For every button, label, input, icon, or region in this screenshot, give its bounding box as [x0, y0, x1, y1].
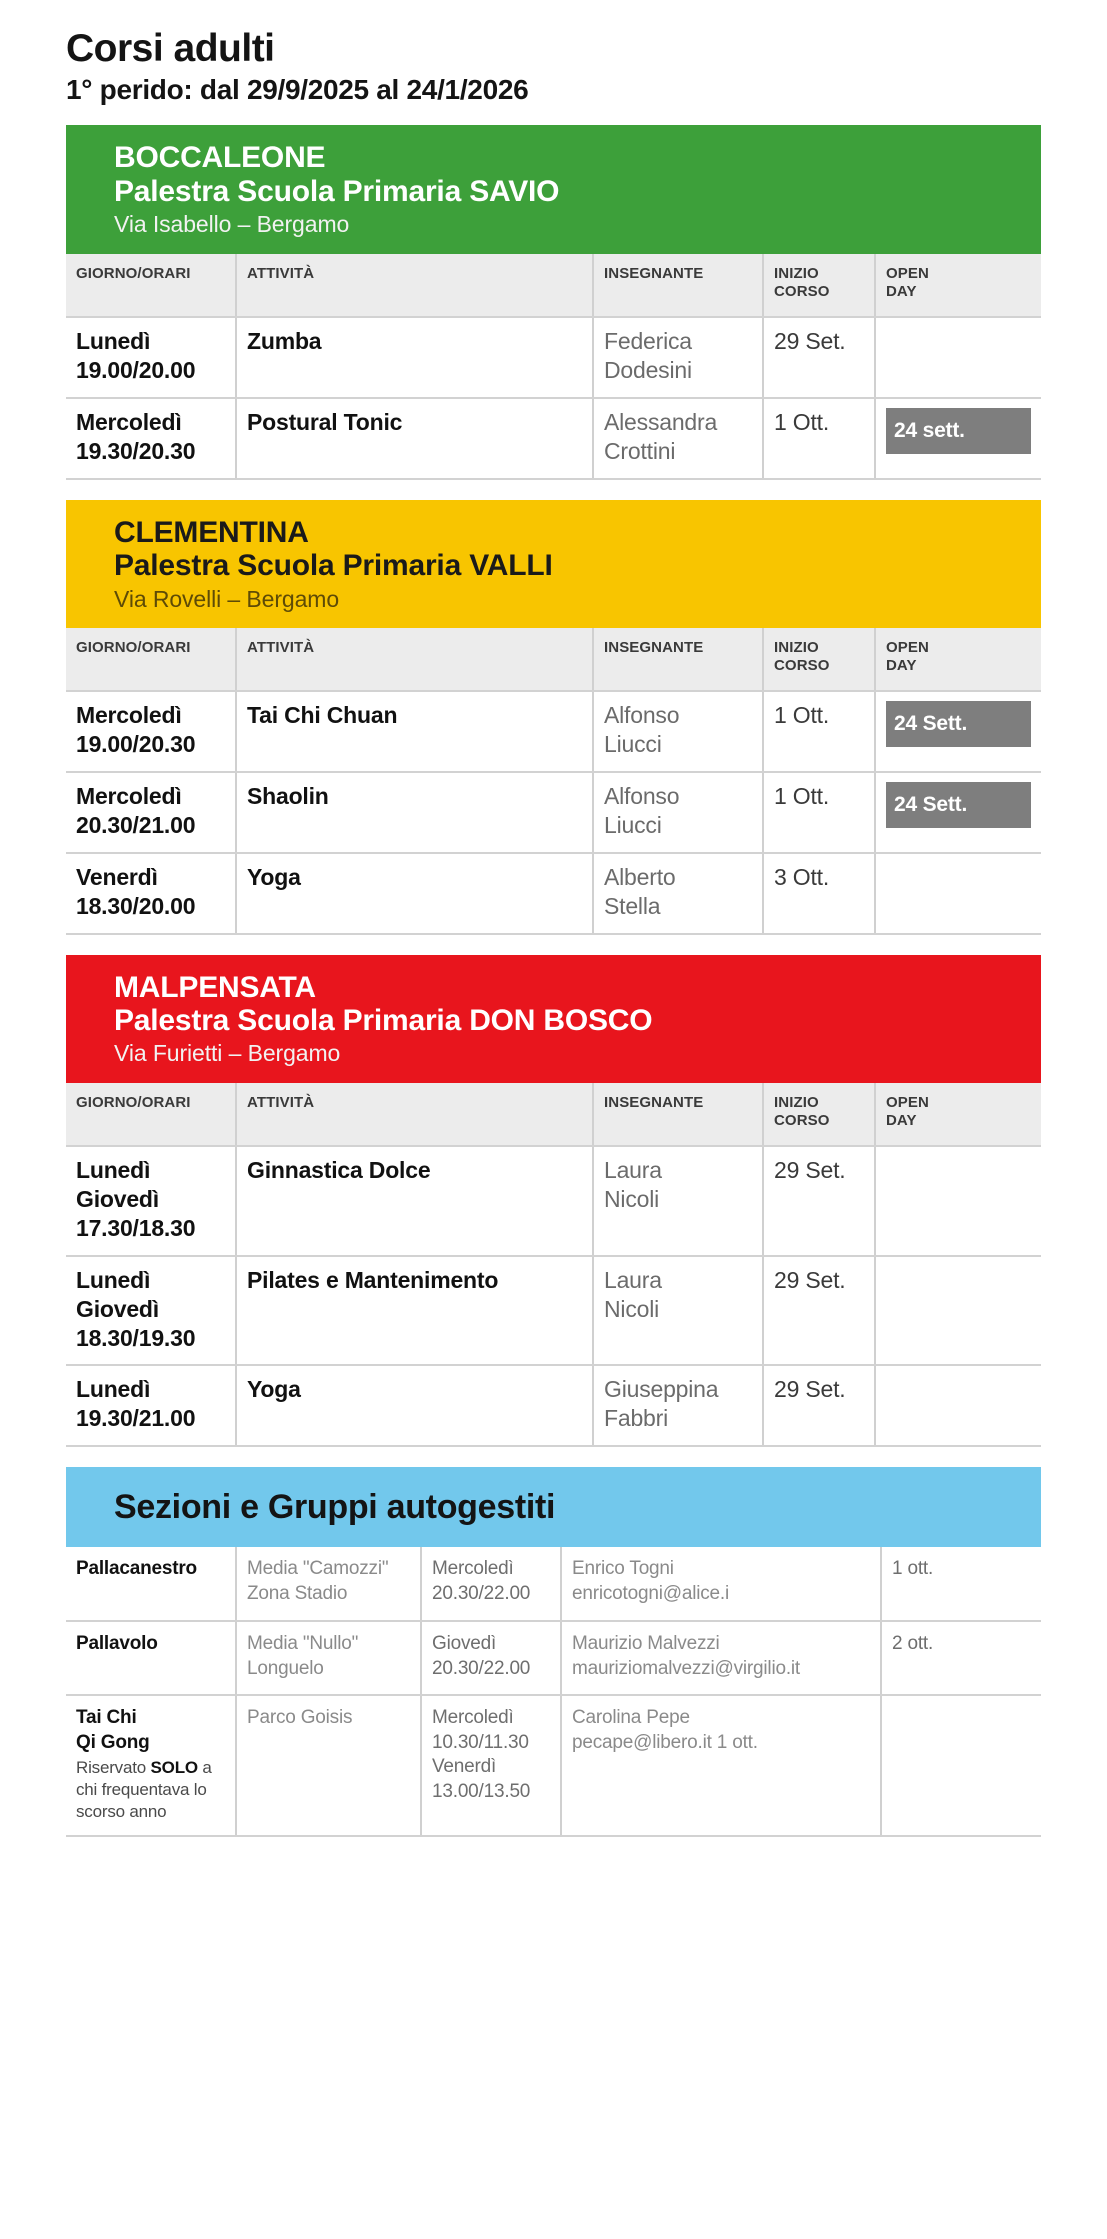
- teacher-last: Liucci: [604, 811, 662, 838]
- cell-start: 3 Ott.: [763, 853, 875, 934]
- place-line-1: Media "Camozzi": [247, 1557, 389, 1579]
- day-time: 18.30/20.00: [76, 892, 196, 919]
- teacher-first: Alfonso: [604, 782, 680, 809]
- section-gym: Palestra Scuola Primaria DON BOSCO: [114, 1003, 653, 1037]
- teacher-first: Laura: [604, 1266, 662, 1293]
- schedule-table-boccaleone: [66, 254, 1041, 479]
- col-header-day: GIORNO/ORARI: [66, 254, 236, 317]
- col-header-day: GIORNO/ORARI: [66, 1083, 236, 1146]
- table-row: [66, 1621, 1041, 1695]
- section-address: Via Rovelli – Bergamo: [114, 585, 340, 612]
- col-header-activity: ATTIVITÀ: [236, 254, 593, 317]
- status-badge: 24 Sett.: [886, 782, 1031, 828]
- note-suffix: a chi frequentava lo scorso anno: [76, 1758, 212, 1822]
- contact-name: Enrico Togni: [572, 1557, 674, 1579]
- teacher-last: Dodesini: [604, 356, 692, 383]
- teacher-first: Alberto: [604, 863, 676, 890]
- day-name: Mercoledì: [76, 701, 182, 728]
- cell-teacher: [593, 317, 763, 398]
- cell-openday: [875, 1365, 1041, 1446]
- table-header-row: [66, 1083, 1041, 1146]
- teacher-first: Alessandra: [604, 408, 718, 435]
- col-header-openday: [875, 628, 1041, 691]
- cell-day: [66, 1146, 236, 1256]
- contact-email[interactable]: pecape@libero.it 1 ott.: [572, 1731, 758, 1753]
- day-time: 18.30/19.30: [76, 1324, 196, 1351]
- time-day: Giovedì: [432, 1632, 497, 1654]
- section-banner-boccaleone: [66, 125, 1041, 254]
- section-malpensata: [66, 955, 1041, 1448]
- cell-day: [66, 1256, 236, 1366]
- cell-teacher: [593, 853, 763, 934]
- cell-group-time: [421, 1695, 561, 1837]
- teacher-last: Nicoli: [604, 1295, 660, 1322]
- cell-start: 29 Set.: [763, 317, 875, 398]
- cell-activity: Zumba: [236, 317, 593, 398]
- col-header-day: GIORNO/ORARI: [66, 628, 236, 691]
- cell-group-time: [421, 1621, 561, 1695]
- cell-day: [66, 772, 236, 853]
- col-header-start: [763, 628, 875, 691]
- cell-start: 1 Ott.: [763, 691, 875, 772]
- time-day-2: Venerdì: [432, 1756, 497, 1778]
- col-header-openday-line1: OPEN: [886, 1094, 929, 1112]
- table-row: [66, 772, 1041, 853]
- status-badge: 24 Sett.: [886, 701, 1031, 747]
- table-row: [66, 1547, 1041, 1621]
- cell-activity: Postural Tonic: [236, 398, 593, 479]
- cell-start: 29 Set.: [763, 1365, 875, 1446]
- cell-group-contact: [561, 1621, 881, 1695]
- col-header-openday-line1: OPEN: [886, 265, 929, 283]
- time-day: Mercoledì: [432, 1557, 514, 1579]
- schedule-table-malpensata: [66, 1083, 1041, 1447]
- day-name-2: Giovedì: [76, 1185, 159, 1212]
- group-name-line-1: Tai Chi: [76, 1706, 137, 1728]
- cell-teacher: [593, 772, 763, 853]
- cell-group-place: [236, 1621, 421, 1695]
- time-hours-1: 10.30/11.30: [432, 1731, 529, 1753]
- table-row: [66, 398, 1041, 479]
- time-hours: 20.30/22.00: [432, 1582, 531, 1604]
- day-name: Mercoledì: [76, 782, 182, 809]
- place-line-2: Longuelo: [247, 1657, 324, 1679]
- section-boccaleone: [66, 125, 1041, 479]
- col-header-start-line1: INIZIO: [774, 265, 819, 283]
- teacher-first: Federica: [604, 327, 692, 354]
- place-line-1: Parco Goisis: [247, 1706, 353, 1728]
- day-name: Mercoledì: [76, 408, 182, 435]
- cell-openday: [875, 1146, 1041, 1256]
- table-row: [66, 1146, 1041, 1256]
- day-time: 17.30/18.30: [76, 1214, 196, 1241]
- group-note: [76, 1757, 225, 1823]
- cell-group-start: 2 ott.: [881, 1621, 1041, 1695]
- cell-teacher: [593, 691, 763, 772]
- day-time: 19.00/20.00: [76, 356, 196, 383]
- place-line-1: Media "Nullo": [247, 1632, 359, 1654]
- note-prefix: Riservato: [76, 1758, 151, 1778]
- schedule-table-clementina: [66, 628, 1041, 934]
- cell-openday: [875, 691, 1041, 772]
- cell-openday: [875, 772, 1041, 853]
- col-header-teacher: INSEGNANTE: [593, 628, 763, 691]
- cell-activity: Tai Chi Chuan: [236, 691, 593, 772]
- teacher-first: Laura: [604, 1156, 662, 1183]
- cell-activity: Ginnastica Dolce: [236, 1146, 593, 1256]
- cell-group-name: [66, 1695, 236, 1837]
- contact-name: Carolina Pepe: [572, 1706, 690, 1728]
- section-gruppi-autogestiti: [66, 1467, 1041, 1837]
- section-gym: Palestra Scuola Primaria SAVIO: [114, 174, 560, 208]
- table-row: [66, 853, 1041, 934]
- table-row: [66, 317, 1041, 398]
- section-title: Sezioni e Gruppi autogestiti: [114, 1488, 556, 1527]
- section-banner-malpensata: [66, 955, 1041, 1084]
- contact-name: Maurizio Malvezzi: [572, 1632, 720, 1654]
- teacher-last: Fabbri: [604, 1405, 668, 1432]
- teacher-last: Crottini: [604, 437, 676, 464]
- col-header-openday-line2: DAY: [886, 657, 917, 675]
- col-header-openday-line2: DAY: [886, 283, 917, 301]
- col-header-openday: [875, 1083, 1041, 1146]
- cell-openday: [875, 1256, 1041, 1366]
- section-clementina: [66, 500, 1041, 935]
- cell-activity: Yoga: [236, 1365, 593, 1446]
- cell-day: [66, 691, 236, 772]
- cell-group-contact: [561, 1547, 881, 1621]
- cell-teacher: [593, 1256, 763, 1366]
- page-title: Corsi adulti: [66, 27, 275, 70]
- col-header-start: [763, 254, 875, 317]
- col-header-openday-line1: OPEN: [886, 639, 929, 657]
- cell-activity: Pilates e Mantenimento: [236, 1256, 593, 1366]
- page-subtitle: 1° perido: dal 29/9/2025 al 24/1/2026: [66, 74, 529, 106]
- day-name-1: Lunedì: [76, 1156, 151, 1183]
- day-name-2: Giovedì: [76, 1295, 159, 1322]
- col-header-start-line1: INIZIO: [774, 639, 819, 657]
- cell-day: [66, 398, 236, 479]
- table-header-row: [66, 628, 1041, 691]
- teacher-last: Stella: [604, 892, 661, 919]
- day-name: Venerdì: [76, 863, 158, 890]
- col-header-openday-line2: DAY: [886, 1112, 917, 1130]
- section-gym: Palestra Scuola Primaria VALLI: [114, 548, 553, 582]
- section-banner-clementina: [66, 500, 1041, 629]
- cell-openday: [875, 398, 1041, 479]
- day-time: 19.00/20.30: [76, 730, 196, 757]
- teacher-first: Alfonso: [604, 701, 680, 728]
- cell-openday: [875, 317, 1041, 398]
- col-header-start-line1: INIZIO: [774, 1094, 819, 1112]
- time-day-1: Mercoledì: [432, 1706, 514, 1728]
- table-row: [66, 1365, 1041, 1446]
- table-row: [66, 691, 1041, 772]
- section-banner-gruppi: [66, 1467, 1041, 1546]
- day-time: 19.30/21.00: [76, 1405, 196, 1432]
- cell-group-time: [421, 1547, 561, 1621]
- groups-table: [66, 1547, 1041, 1838]
- col-header-openday: [875, 254, 1041, 317]
- section-name: CLEMENTINA: [114, 515, 309, 549]
- place-line-2: Zona Stadio: [247, 1582, 348, 1604]
- cell-start: 29 Set.: [763, 1256, 875, 1366]
- section-name: BOCCALEONE: [114, 141, 326, 175]
- contact-email[interactable]: mauriziomalvezzi@virgilio.it: [572, 1657, 801, 1679]
- cell-start: 1 Ott.: [763, 398, 875, 479]
- cell-activity: Shaolin: [236, 772, 593, 853]
- cell-openday: [875, 853, 1041, 934]
- cell-activity: Yoga: [236, 853, 593, 934]
- cell-group-start: [881, 1695, 1041, 1837]
- col-header-start-line2: CORSO: [774, 283, 830, 301]
- col-header-teacher: INSEGNANTE: [593, 254, 763, 317]
- group-name-line-2: Qi Gong: [76, 1731, 150, 1753]
- section-address: Via Furietti – Bergamo: [114, 1040, 341, 1067]
- col-header-start-line2: CORSO: [774, 657, 830, 675]
- time-hours-2: 13.00/13.50: [432, 1780, 531, 1802]
- section-name: MALPENSATA: [114, 970, 316, 1004]
- cell-group-name: Pallacanestro: [66, 1547, 236, 1621]
- cell-day: [66, 1365, 236, 1446]
- col-header-start-line2: CORSO: [774, 1112, 830, 1130]
- teacher-last: Liucci: [604, 730, 662, 757]
- day-name: Lunedì: [76, 1376, 151, 1403]
- col-header-start: [763, 1083, 875, 1146]
- teacher-last: Nicoli: [604, 1185, 660, 1212]
- table-row: [66, 1695, 1041, 1837]
- section-address: Via Isabello – Bergamo: [114, 211, 350, 238]
- cell-teacher: [593, 398, 763, 479]
- title-block: [0, 0, 1107, 105]
- day-name: Lunedì: [76, 327, 151, 354]
- col-header-activity: ATTIVITÀ: [236, 1083, 593, 1146]
- note-emphasis: SOLO: [150, 1758, 198, 1778]
- cell-teacher: [593, 1365, 763, 1446]
- cell-day: [66, 317, 236, 398]
- cell-group-place: [236, 1547, 421, 1621]
- day-time: 19.30/20.30: [76, 437, 196, 464]
- cell-start: 29 Set.: [763, 1146, 875, 1256]
- day-time: 20.30/21.00: [76, 811, 196, 838]
- cell-teacher: [593, 1146, 763, 1256]
- col-header-teacher: INSEGNANTE: [593, 1083, 763, 1146]
- cell-start: 1 Ott.: [763, 772, 875, 853]
- col-header-activity: ATTIVITÀ: [236, 628, 593, 691]
- cell-group-name: Pallavolo: [66, 1621, 236, 1695]
- cell-group-place: [236, 1695, 421, 1837]
- cell-day: [66, 853, 236, 934]
- status-badge: 24 sett.: [886, 408, 1031, 454]
- cell-group-start: 1 ott.: [881, 1547, 1041, 1621]
- day-name-1: Lunedì: [76, 1266, 151, 1293]
- table-row: [66, 1256, 1041, 1366]
- contact-email[interactable]: enricotogni@alice.i: [572, 1582, 730, 1604]
- teacher-first: Giuseppina: [604, 1376, 719, 1403]
- table-header-row: [66, 254, 1041, 317]
- time-hours: 20.30/22.00: [432, 1657, 531, 1679]
- cell-group-contact: [561, 1695, 881, 1837]
